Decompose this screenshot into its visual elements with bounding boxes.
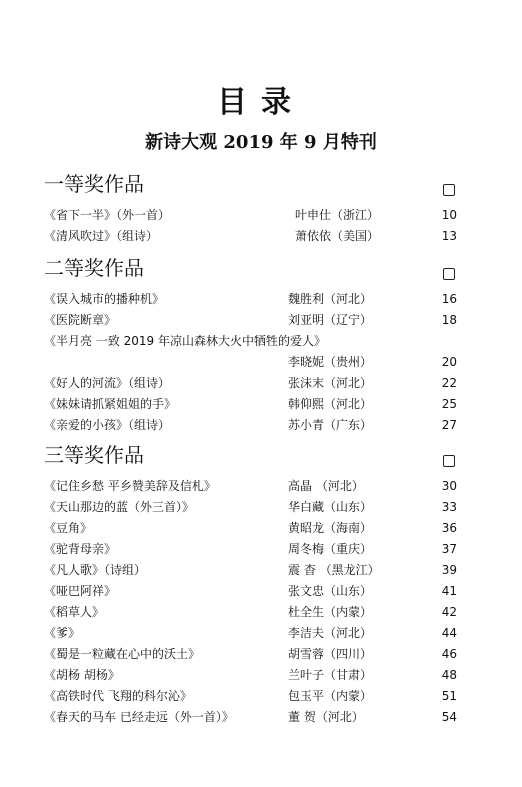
entry-author: 魏胜利（河北） bbox=[288, 292, 373, 306]
toc-entry bbox=[0, 205, 522, 226]
entry-author: 韩仰熙（河北） bbox=[288, 397, 373, 411]
entry-title: 《半月亮 一致 2019 年凉山森林大火中牺牲的爱人》 bbox=[44, 334, 326, 348]
entry-title: 《天山那边的蓝（外三首）》 bbox=[44, 500, 195, 514]
entry-author: 张沫末（河北） bbox=[288, 376, 373, 390]
toc-entry bbox=[0, 707, 522, 728]
toc-entry bbox=[0, 373, 522, 394]
entry-title: 《豆角》 bbox=[44, 521, 93, 535]
entry-page-number: 39 bbox=[441, 563, 457, 577]
entry-page-number: 27 bbox=[441, 418, 457, 432]
toc-entry bbox=[0, 394, 522, 415]
section-title: 一等奖作品 bbox=[44, 172, 144, 196]
entry-title: 《蜀是一粒藏在心中的沃土》 bbox=[44, 647, 201, 661]
toc-entry bbox=[0, 518, 522, 539]
entry-page-number: 48 bbox=[441, 668, 457, 682]
toc-entry bbox=[0, 581, 522, 602]
entry-page-number: 37 bbox=[441, 542, 457, 556]
entry-page-number: 25 bbox=[441, 397, 457, 411]
entry-author: 董 贺（河北） bbox=[288, 710, 364, 724]
checkbox-square-icon bbox=[443, 455, 455, 467]
entry-page-number: 41 bbox=[441, 584, 457, 598]
toc-entry bbox=[0, 331, 522, 352]
entry-author: 李洁夫（河北） bbox=[288, 626, 373, 640]
entry-title: 《记住乡愁 平乡赞美辞及信札》 bbox=[44, 479, 216, 493]
entry-author: 张文忠（山东） bbox=[288, 584, 373, 598]
entry-page-number: 10 bbox=[441, 208, 457, 222]
entry-author: 萧依依（美国） bbox=[295, 229, 380, 243]
toc-entry bbox=[0, 289, 522, 310]
page-title: 目录 bbox=[217, 85, 305, 120]
entry-page-number: 33 bbox=[441, 500, 457, 514]
entry-title: 《医院断章》 bbox=[44, 313, 117, 327]
toc-entry bbox=[0, 476, 522, 497]
entry-page-number: 46 bbox=[441, 647, 457, 661]
toc-entry bbox=[0, 686, 522, 707]
toc-entry bbox=[0, 644, 522, 665]
entry-page-number: 20 bbox=[441, 355, 457, 369]
entry-title: 《春天的马车 已经走远（外一首）》 bbox=[44, 710, 234, 724]
entry-author: 叶申仕（浙江） bbox=[295, 208, 380, 222]
toc-entry bbox=[0, 497, 522, 518]
entry-title: 《稻草人》 bbox=[44, 605, 105, 619]
entry-title: 《驼背母亲》 bbox=[44, 542, 117, 556]
toc-entry bbox=[0, 623, 522, 644]
entry-title: 《省下一半》（外一首） bbox=[44, 208, 171, 222]
toc-entry bbox=[0, 602, 522, 623]
entry-page-number: 36 bbox=[441, 521, 457, 535]
entry-author: 华白藏（山东） bbox=[288, 500, 373, 514]
toc-entry bbox=[0, 310, 522, 331]
toc-entry bbox=[0, 415, 522, 436]
entry-page-number: 13 bbox=[441, 229, 457, 243]
entry-author: 胡雪蓉（四川） bbox=[288, 647, 373, 661]
entry-author: 黄昭龙（海南） bbox=[288, 521, 373, 535]
section-heading bbox=[44, 254, 464, 284]
toc-entry bbox=[0, 352, 522, 373]
entry-title: 《高铁时代 飞翔的科尔沁》 bbox=[44, 689, 192, 703]
entry-author: 杜全生（内蒙） bbox=[288, 605, 373, 619]
entry-page-number: 30 bbox=[441, 479, 457, 493]
section-title: 三等奖作品 bbox=[44, 443, 144, 467]
entry-page-number: 44 bbox=[441, 626, 457, 640]
entry-page-number: 22 bbox=[441, 376, 457, 390]
entry-page-number: 42 bbox=[441, 605, 457, 619]
entry-title: 《误入城市的播种机》 bbox=[44, 292, 165, 306]
entry-page-number: 18 bbox=[441, 313, 457, 327]
entry-page-number: 16 bbox=[441, 292, 457, 306]
entry-author: 兰叶子（甘肃） bbox=[288, 668, 373, 682]
entry-author: 高晶 （河北） bbox=[288, 479, 364, 493]
entry-title: 《妹妹请抓紧姐姐的手》 bbox=[44, 397, 177, 411]
entry-author: 震 杳 （黑龙江） bbox=[288, 563, 380, 577]
entry-title: 《清风吹过》（组诗） bbox=[44, 229, 159, 243]
toc-entry bbox=[0, 560, 522, 581]
toc-entry bbox=[0, 665, 522, 686]
section-heading bbox=[44, 170, 464, 200]
entry-title: 《凡人歌》（诗组） bbox=[44, 563, 147, 577]
section-heading bbox=[44, 441, 464, 471]
entry-title: 《亲爱的小孩》（组诗） bbox=[44, 418, 171, 432]
toc-entry bbox=[0, 226, 522, 247]
entry-page-number: 51 bbox=[441, 689, 457, 703]
entry-title: 《好人的河流》（组诗） bbox=[44, 376, 171, 390]
entry-author: 李晓妮（贵州） bbox=[288, 355, 373, 369]
entry-title: 《胡杨 胡杨》 bbox=[44, 668, 120, 682]
entry-author: 周冬梅（重庆） bbox=[288, 542, 373, 556]
entry-title: 《爹》 bbox=[44, 626, 81, 640]
entry-author: 苏小青（广东） bbox=[288, 418, 373, 432]
entry-author: 包玉平（内蒙） bbox=[288, 689, 373, 703]
entry-title: 《哑巴阿祥》 bbox=[44, 584, 117, 598]
toc-entry bbox=[0, 539, 522, 560]
subtitle: 新诗大观 2019 年 9 月特刊 bbox=[145, 132, 377, 153]
checkbox-square-icon bbox=[443, 184, 455, 196]
checkbox-square-icon bbox=[443, 268, 455, 280]
entry-author: 刘亚明（辽宁） bbox=[288, 313, 373, 327]
section-title: 二等奖作品 bbox=[44, 256, 144, 280]
entry-page-number: 54 bbox=[441, 710, 457, 724]
